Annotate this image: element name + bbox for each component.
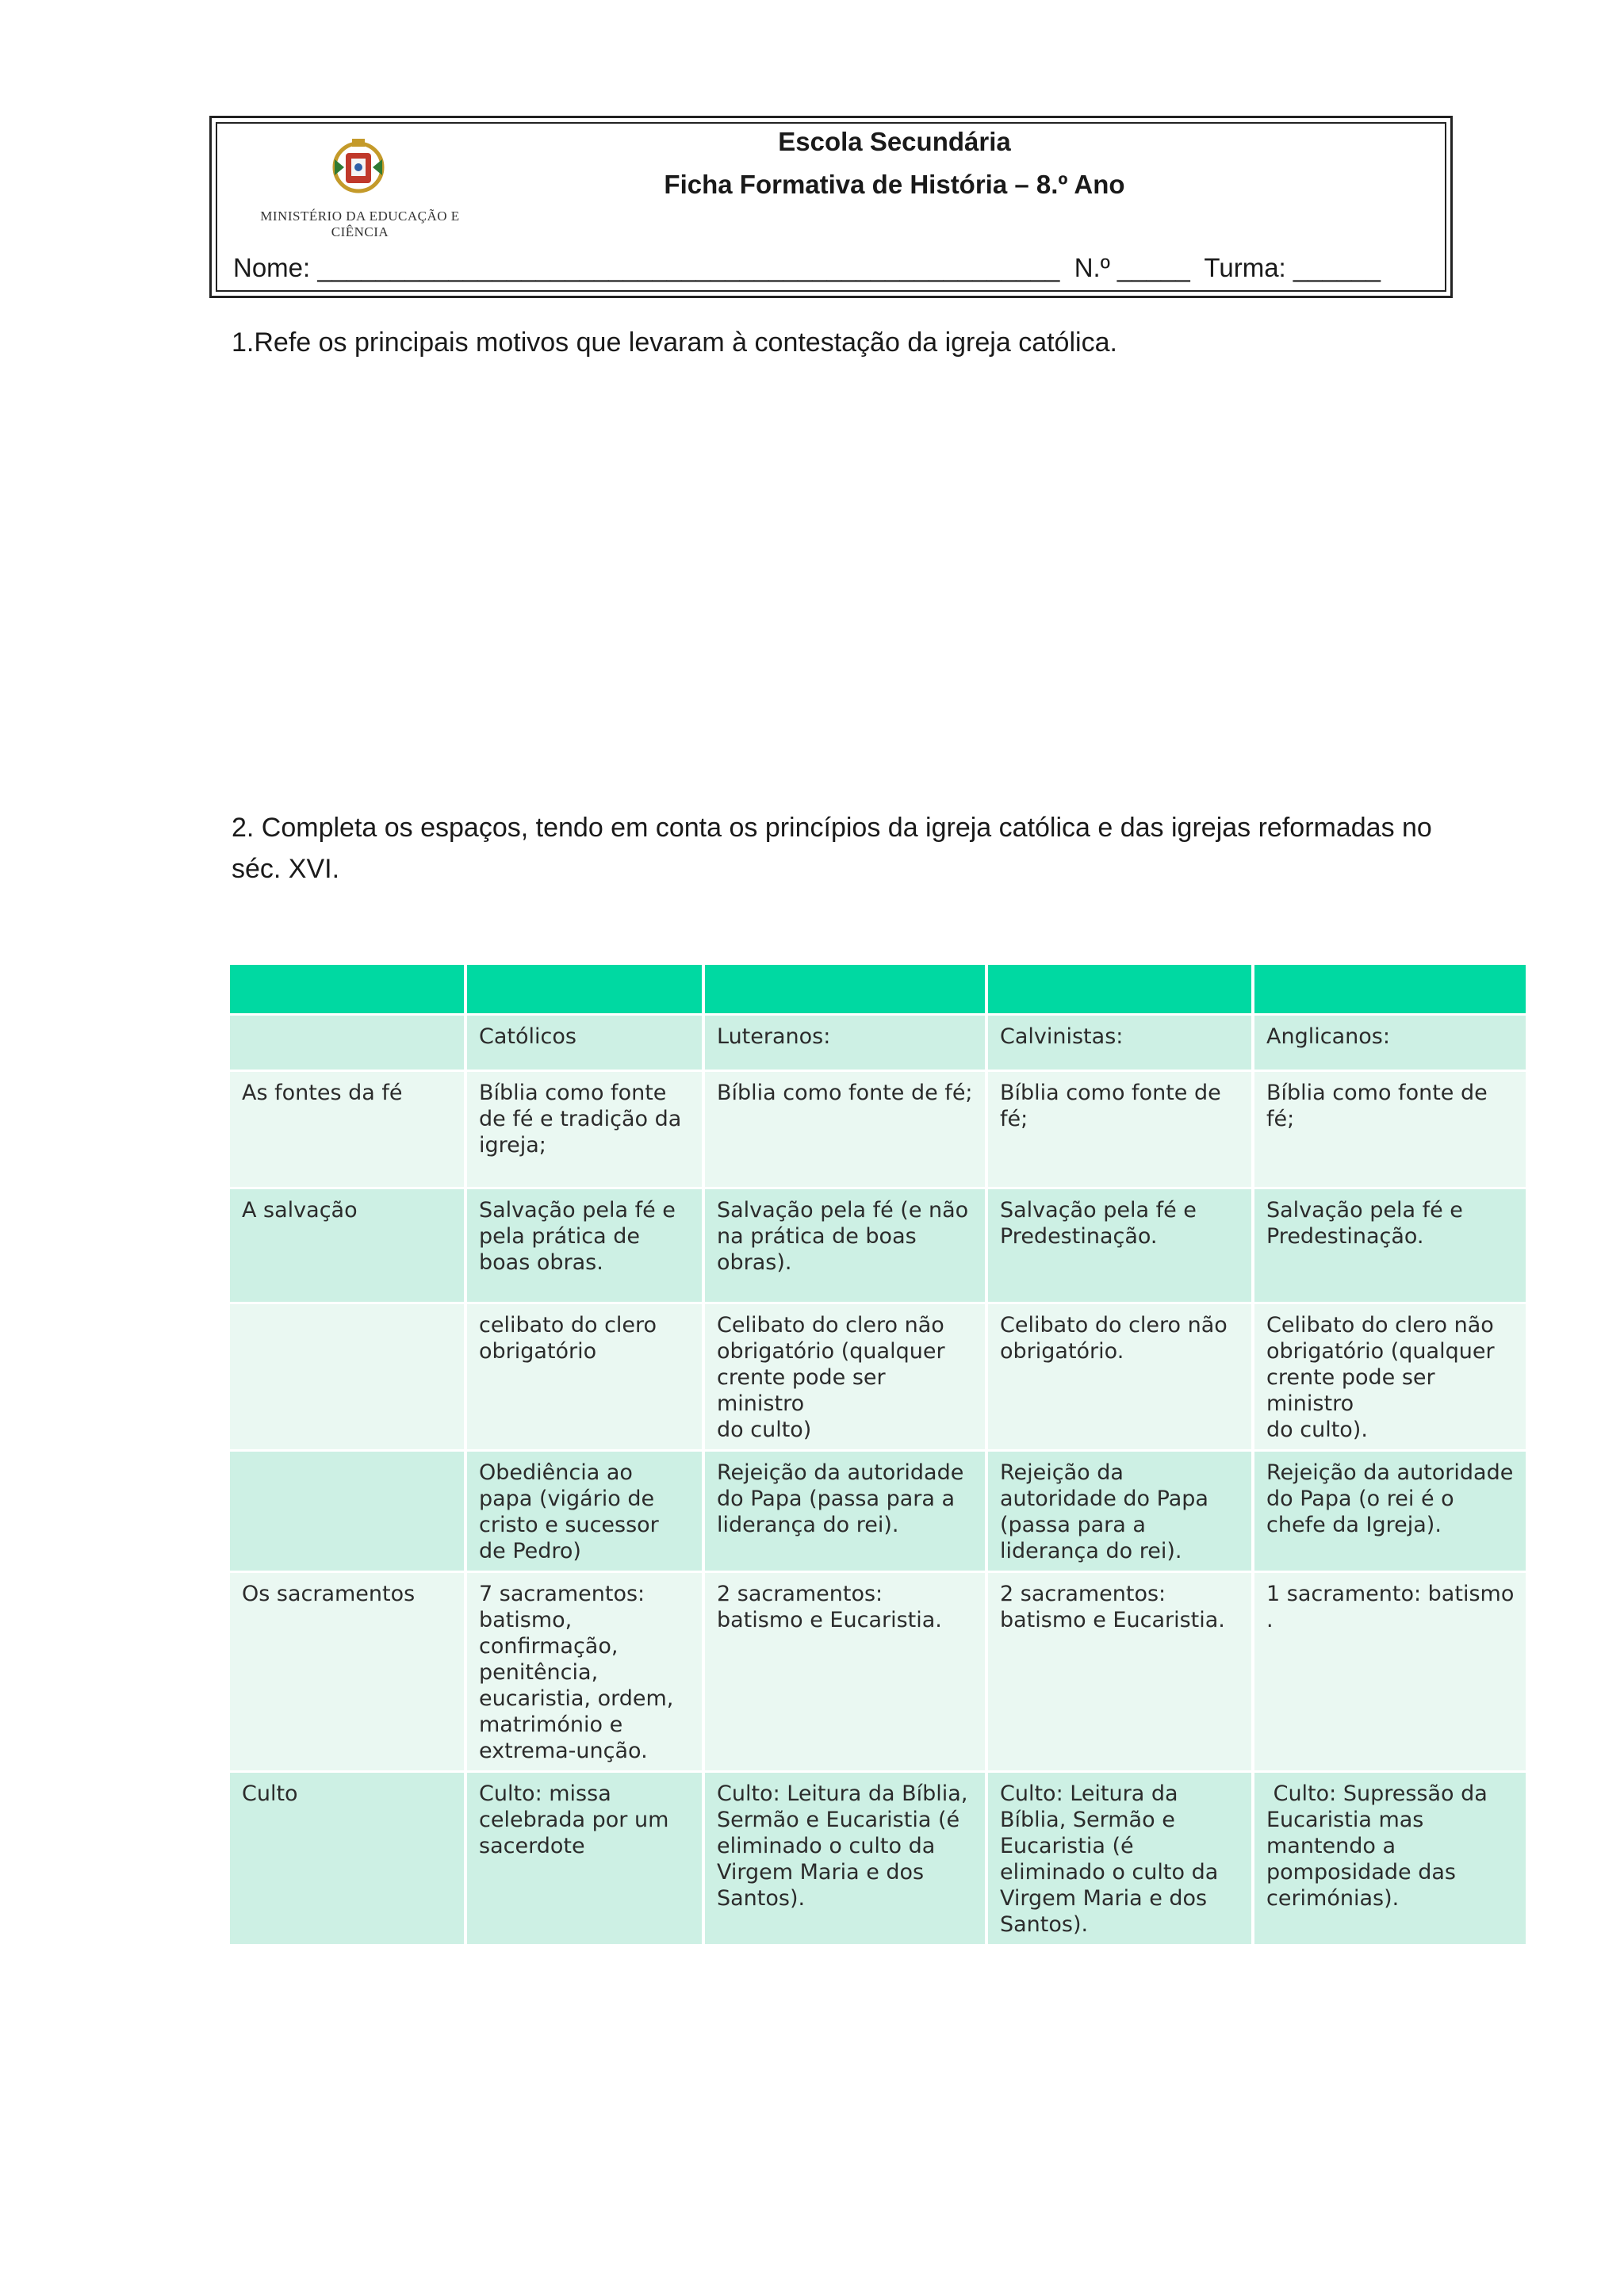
student-info-line[interactable]: Nome: ___________________________________________________ N.º _____ Turma: ______ xyxy=(233,253,1381,282)
table-row xyxy=(230,1303,1526,1451)
table-top-bar xyxy=(230,965,1526,1015)
table-row xyxy=(230,1772,1526,1945)
top-bar-cell xyxy=(465,965,703,1015)
column-header: Luteranos: xyxy=(703,1015,986,1071)
reform-comparison-table xyxy=(230,965,1526,1944)
table-cell: Bíblia como fonte de fé; xyxy=(703,1071,986,1188)
table-cell: Obediência ao papa (vigário de cristo e sucessor de Pedro) xyxy=(465,1451,703,1572)
table-cell: 2 sacramentos: batismo e Eucaristia. xyxy=(986,1572,1253,1772)
table-cell: 2 sacramentos: batismo e Eucaristia. xyxy=(703,1572,986,1772)
table-cell: Celibato do clero não obrigatório (qualquer crente pode ser ministro do culto). xyxy=(1253,1303,1526,1451)
question-1: 1.Refe os principais motivos que levaram à contestação da igreja católica. xyxy=(232,327,1117,358)
reform-comparison-table-image xyxy=(230,965,1526,1935)
table-cell: Culto: Leitura da Bíblia, Sermão e Eucaristia (é eliminado o culto da Virgem Maria e dos Santos). xyxy=(703,1772,986,1945)
table-cell: Bíblia como fonte de fé e tradição da igreja; xyxy=(465,1071,703,1188)
table-cell: Bíblia como fonte de fé; xyxy=(1253,1071,1526,1188)
table-cell: Celibato do clero não obrigatório. xyxy=(986,1303,1253,1451)
header-inner-border xyxy=(216,122,1446,292)
top-bar-cell xyxy=(230,965,465,1015)
table-cell: As fontes da fé xyxy=(230,1071,465,1188)
table-cell: Culto: Supressão da Eucaristia mas mantendo a pomposidade das cerimónias). xyxy=(1253,1772,1526,1945)
table-cell: 1 sacramento: batismo . xyxy=(1253,1572,1526,1772)
table-cell: Culto xyxy=(230,1772,465,1945)
table-cell: Salvação pela fé e Predestinação. xyxy=(986,1188,1253,1303)
table-cell: 7 sacramentos: batismo, confirmação, penitência, eucaristia, ordem, matrimónio e extrema-unção. xyxy=(465,1572,703,1772)
table-cell xyxy=(230,1451,465,1572)
table-cell: Culto: Leitura da Bíblia, Sermão e Eucaristia (é eliminado o culto da Virgem Maria e dos Santos). xyxy=(986,1772,1253,1945)
top-bar-cell xyxy=(703,965,986,1015)
table-cell: Culto: missa celebrada por um sacerdote xyxy=(465,1772,703,1945)
column-header-row xyxy=(230,1015,1526,1071)
school-title: Escola Secundária xyxy=(778,127,1011,156)
table-row xyxy=(230,1451,1526,1572)
header-box xyxy=(209,116,1453,298)
ministry-name: MINISTÉRIO DA EDUCAÇÃO E CIÊNCIA xyxy=(260,209,460,239)
column-header: Católicos xyxy=(465,1015,703,1071)
table-cell: Rejeição da autoridade do Papa (o rei é o chefe da Igreja). xyxy=(1253,1451,1526,1572)
table-cell: Os sacramentos xyxy=(230,1572,465,1772)
table-cell: celibato do clero obrigatório xyxy=(465,1303,703,1451)
top-bar-cell xyxy=(986,965,1253,1015)
table-row xyxy=(230,1572,1526,1772)
table-cell: Rejeição da autoridade do Papa (passa para a liderança do rei). xyxy=(986,1451,1253,1572)
table-cell: Celibato do clero não obrigatório (qualquer crente pode ser ministro do culto) xyxy=(703,1303,986,1451)
column-header: Anglicanos: xyxy=(1253,1015,1526,1071)
table-cell xyxy=(230,1303,465,1451)
table-cell: Rejeição da autoridade do Papa (passa para a liderança do rei). xyxy=(703,1451,986,1572)
column-header: Calvinistas: xyxy=(986,1015,1253,1071)
column-header xyxy=(230,1015,465,1071)
table-cell: Salvação pela fé e Predestinação. xyxy=(1253,1188,1526,1303)
table-row xyxy=(230,1071,1526,1188)
table-cell: Bíblia como fonte de fé; xyxy=(986,1071,1253,1188)
table-cell: Salvação pela fé (e não na prática de boas obras). xyxy=(703,1188,986,1303)
worksheet-title: Ficha Formativa de História – 8.º Ano xyxy=(664,170,1125,199)
table-cell: Salvação pela fé e pela prática de boas obras. xyxy=(465,1188,703,1303)
table-cell: A salvação xyxy=(230,1188,465,1303)
question-2: 2. Completa os espaços, tendo em conta os princípios da igreja católica e das igrejas reformadas no séc. XVI. xyxy=(232,813,1432,884)
top-bar-cell xyxy=(1253,965,1526,1015)
table-row xyxy=(230,1188,1526,1303)
